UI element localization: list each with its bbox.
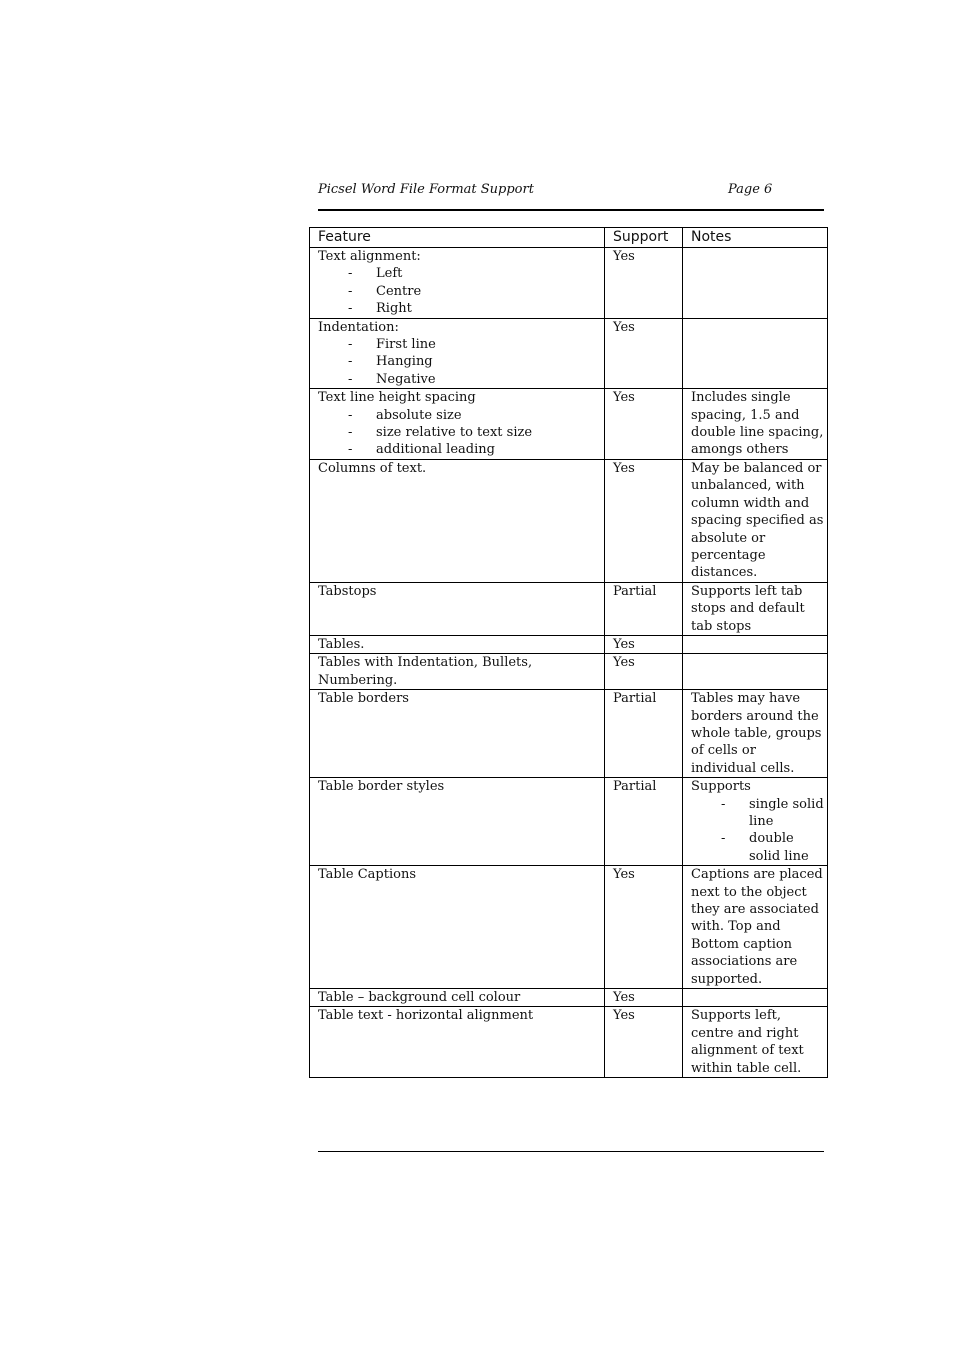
feature-cell (310, 318, 605, 389)
feature-cell (310, 989, 605, 1007)
column-header-notes: Notes (683, 228, 828, 248)
feature-sub-item: - size relative to text size (318, 424, 601, 441)
feature-cell (310, 866, 605, 989)
notes-text: Tables may have borders around the whole table, groups of cells or individual cells. (691, 691, 822, 776)
notes-text: Captions are placed next to the object they are associated with. Top and Bottom caption associations are supported. (691, 867, 823, 987)
support-cell: Yes (605, 989, 683, 1007)
feature-sub-item: - absolute size (318, 407, 601, 424)
feature-cell (310, 389, 605, 460)
notes-sub-item: - double solid line (691, 830, 824, 865)
feature-sub-item: - Centre (318, 283, 601, 300)
header-page-number: Page 6 (728, 182, 773, 197)
footer-rule (318, 1151, 824, 1152)
support-cell: Partial (605, 690, 683, 778)
feature-cell (310, 582, 605, 635)
table-row (310, 318, 828, 389)
table-row (310, 459, 828, 582)
feature-sub-list (318, 407, 601, 459)
notes-cell (683, 778, 828, 866)
notes-text: Supports left, centre and right alignment of text within table cell. (691, 1008, 804, 1076)
feature-sub-item: - Left (318, 265, 601, 282)
table-row (310, 778, 828, 866)
support-cell: Yes (605, 1007, 683, 1078)
notes-cell (683, 582, 828, 635)
notes-cell (683, 989, 828, 1007)
feature-text: Tables. (318, 636, 365, 652)
notes-cell (683, 248, 828, 319)
support-cell: Yes (605, 459, 683, 582)
notes-cell (683, 654, 828, 690)
notes-text: Includes single spacing, 1.5 and double line spacing, amongs others (691, 390, 824, 458)
feature-text: Indentation: (318, 319, 399, 335)
table-row (310, 866, 828, 989)
notes-cell (683, 690, 828, 778)
feature-text: Table Captions (318, 867, 416, 883)
feature-cell (310, 459, 605, 582)
notes-cell (683, 318, 828, 389)
notes-text: May be balanced or unbalanced, with column width and spacing specified as absolute or percentage distances. (691, 460, 824, 581)
feature-text: Columns of text. (318, 460, 427, 476)
feature-sub-item: - Right (318, 300, 601, 317)
notes-sub-list (691, 796, 824, 866)
feature-text: Table text - horizontal alignment (318, 1008, 534, 1024)
feature-cell (310, 690, 605, 778)
notes-cell (683, 635, 828, 653)
feature-text: Tables with Indentation, Bullets, Numbering. (318, 655, 533, 688)
feature-sub-item: - First line (318, 336, 601, 353)
table-row (310, 989, 828, 1007)
notes-text: Supports left tab stops and default tab stops (691, 583, 805, 634)
feature-text: Tabstops (318, 583, 377, 599)
support-cell: Yes (605, 389, 683, 460)
feature-cell (310, 1007, 605, 1078)
notes-text: Supports (691, 779, 751, 795)
feature-sub-list (318, 265, 601, 317)
header-rule (318, 209, 824, 211)
notes-cell (683, 1007, 828, 1078)
support-cell: Yes (605, 635, 683, 653)
table-row (310, 248, 828, 319)
support-cell: Yes (605, 654, 683, 690)
column-header-support: Support (605, 228, 683, 248)
feature-cell (310, 635, 605, 653)
table-row (310, 582, 828, 635)
feature-sub-item: - Hanging (318, 353, 601, 370)
feature-sub-list (318, 336, 601, 388)
support-cell: Yes (605, 866, 683, 989)
feature-cell (310, 778, 605, 866)
feature-cell (310, 654, 605, 690)
header-title: Picsel Word File Format Support (318, 182, 534, 197)
feature-text: Text alignment: (318, 249, 421, 264)
table-row (310, 690, 828, 778)
support-cell: Yes (605, 248, 683, 319)
feature-text: Table border styles (318, 779, 445, 795)
feature-sub-item: - Negative (318, 371, 601, 388)
column-header-feature: Feature (310, 228, 605, 248)
table-row (310, 1007, 828, 1078)
table-row (310, 654, 828, 690)
support-cell: Partial (605, 582, 683, 635)
feature-text: Text line height spacing (318, 390, 476, 406)
table-row (310, 635, 828, 653)
support-cell: Yes (605, 318, 683, 389)
table-row (310, 389, 828, 460)
notes-cell (683, 866, 828, 989)
feature-sub-item: - additional leading (318, 441, 601, 458)
notes-sub-item: - single solid line (691, 796, 824, 831)
table-body (310, 248, 828, 1078)
notes-cell (683, 459, 828, 582)
feature-support-table (309, 227, 828, 1078)
table-header-row (310, 228, 828, 248)
feature-text: Table borders (318, 691, 409, 707)
notes-cell (683, 389, 828, 460)
feature-text: Table – background cell colour (318, 990, 521, 1006)
feature-cell (310, 248, 605, 319)
support-cell: Partial (605, 778, 683, 866)
